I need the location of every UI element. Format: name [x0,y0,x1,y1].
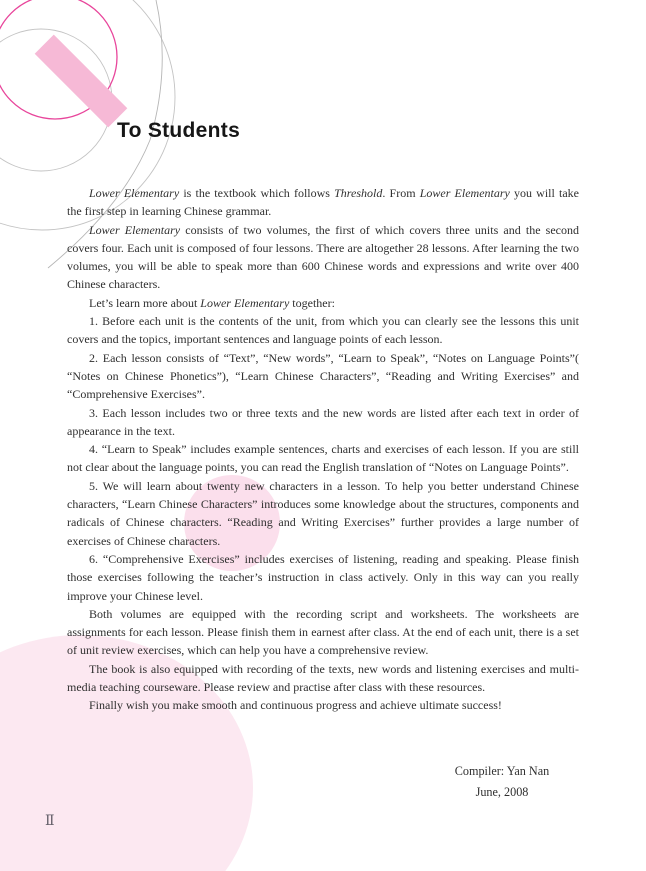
body-paragraph: 1. Before each unit is the contents of the unit, from which you can clearly see the lessons this unit covers and the topics, important sentences and language points of each lesson. [67,314,579,347]
body-paragraph: Finally wish you make smooth and continuous progress and achieve ultimate success! [89,698,502,713]
page-number: Ⅱ [45,813,55,829]
body-paragraph: 6. “Comprehensive Exercises” includes exercises of listening, reading and speaking. Please finish those exercises following the teacher’s instruction in class actively. Only in this way can you really improve your Chinese level. [67,551,579,603]
compiler-line: Compiler: Yan Nan [454,764,550,778]
date-line: June, 2008 [475,785,529,799]
signoff-block [432,761,572,803]
body-paragraph: 4. “Learn to Speak” includes example sentences, charts and exercises of each lesson. If you are still not clear about the language points, you can read the English translation of “Notes on Language Points”. [67,442,579,475]
body-paragraph: Lower Elementary consists of two volumes, the first of which covers three units and the second covers four. Each unit is composed of four lessons. There are altogether 28 lessons. After learning the two volumes, you will be able to speak more than 600 Chinese words and expressions and write over 400 Chinese characters. [67,222,579,292]
body-paragraph: 3. Each lesson includes two or three texts and the new words are listed after each text in order of appearance in the text. [67,405,579,438]
body-paragraph: 5. We will learn about twenty new characters in a lesson. To help you better understand Chinese characters, “Learn Chinese Characters” introduces some knowledge about the structures, components and radicals of Chinese characters. “Reading and Writing Exercises” further provides a large number of exercises of Chinese characters. [67,478,579,548]
page-title: To Students [117,119,241,142]
body-paragraph: Let’s learn more about Lower Elementary together: [89,295,335,310]
body-paragraph: Both volumes are equipped with the recording script and worksheets. The worksheets are assignments for each lesson. Please finish them in earnest after class. At the end of each unit, there is a set of unit review exercises, which can help you have a comprehensive review. [67,606,579,658]
body-paragraph: The book is also equipped with recording of the texts, new words and listening exercises and multi-media teaching courseware. Please review and practise after class with these resources. [67,661,579,695]
body-paragraph: Lower Elementary is the textbook which follows Threshold. From Lower Elementary you will take the first step in learning Chinese grammar. [67,186,580,219]
body-paragraph: 2. Each lesson consists of “Text”, “New words”, “Learn to Speak”, “Notes on Language Points”( “Notes on Chinese Phonetics”), “Learn Chinese Characters”, “Reading and Writing Exercises” and “Comprehensive Exercises”. [67,350,579,402]
body-text [67,184,579,715]
